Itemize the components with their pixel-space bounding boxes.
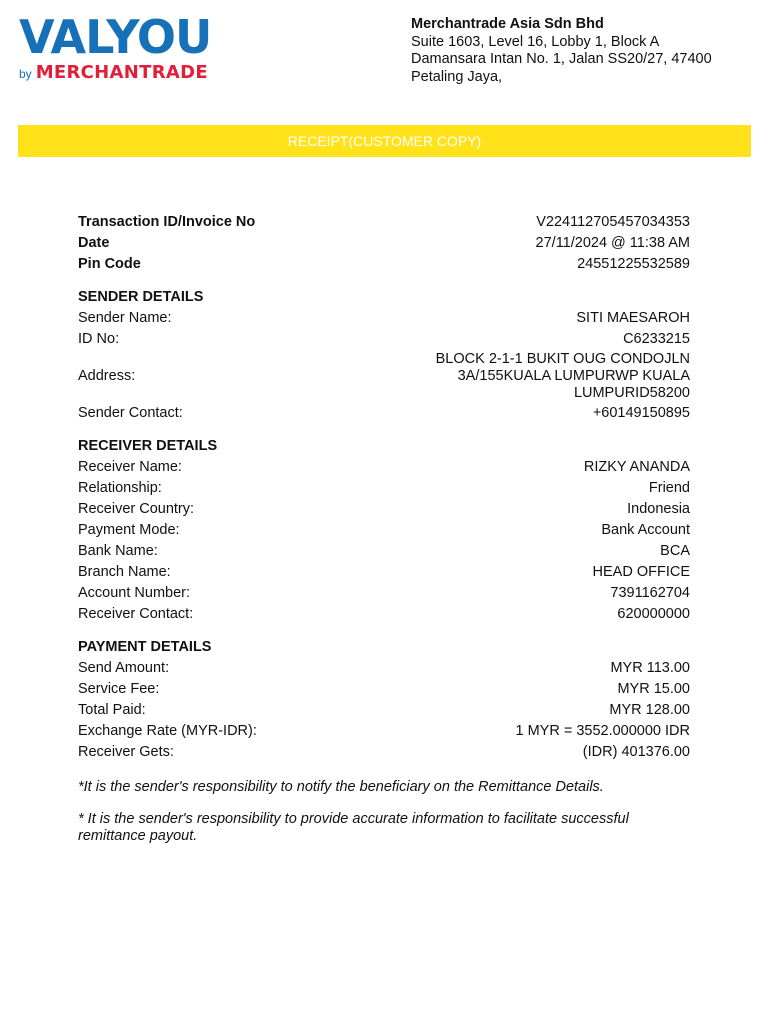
logo-by: by: [19, 67, 32, 81]
row-label: Send Amount:: [78, 660, 170, 676]
receiver-row: [78, 604, 690, 625]
row-label: Payment Mode:: [78, 522, 180, 538]
logo-wordmark: VALYOU: [19, 10, 212, 64]
row-label: ID No:: [78, 331, 120, 347]
section-title: PAYMENT DETAILS: [78, 639, 212, 655]
row-value: SITI MAESAROH: [576, 310, 690, 326]
row-label: Relationship:: [78, 480, 162, 496]
row-value: 7391162704: [610, 585, 690, 601]
sender-id-row: [78, 329, 690, 350]
company-name: Merchantrade Asia Sdn Bhd: [411, 16, 604, 32]
section-title: SENDER DETAILS: [78, 289, 204, 305]
row-value: V224112705457034353: [536, 214, 690, 230]
row-value: Bank Account: [601, 522, 690, 538]
receiver-row: [78, 520, 690, 541]
date-row: [78, 233, 690, 254]
receiver-row: [78, 562, 690, 583]
disclaimer-note: *It is the sender's responsibility to notify the beneficiary on the Remittance Details.: [78, 779, 604, 795]
row-label: Transaction ID/Invoice No: [78, 214, 256, 230]
payment-row: [78, 700, 690, 721]
sender-name-row: [78, 308, 690, 329]
company-address-line: Suite 1603, Level 16, Lobby 1, Block A: [411, 33, 660, 50]
row-value: MYR 15.00: [617, 681, 690, 697]
row-value: BLOCK 2-1-1 BUKIT OUG CONDOJLN 3A/155KUALA LUMPURWP KUALA LUMPURID58200: [435, 351, 690, 401]
row-value: 620000000: [617, 606, 690, 622]
row-label: Bank Name:: [78, 543, 158, 559]
receipt-content: [78, 212, 690, 860]
pin-code-row: [78, 254, 690, 275]
company-block: [411, 16, 751, 86]
section-title: RECEIVER DETAILS: [78, 438, 218, 454]
company-address-line: Damansara Intan No. 1, Jalan SS20/27, 47400: [411, 51, 712, 67]
row-label: Receiver Country:: [78, 501, 195, 517]
sender-address-row: [78, 350, 690, 403]
disclaimer-notes: [78, 779, 690, 845]
row-value: RIZKY ANANDA: [583, 459, 690, 475]
valyou-logo: [19, 10, 239, 84]
sender-contact-row: [78, 403, 690, 424]
logo-merchantrade: MERCHANTRADE: [35, 62, 208, 83]
row-value: 27/11/2024 @ 11:38 AM: [535, 235, 690, 251]
transaction-section: [78, 212, 690, 275]
receiver-row: [78, 499, 690, 520]
transaction-id-row: [78, 212, 690, 233]
receipt-banner: RECEIPT(CUSTOMER COPY): [18, 125, 751, 157]
receiver-row: [78, 457, 690, 478]
payment-section: [78, 637, 690, 763]
row-label: Exchange Rate (MYR-IDR):: [78, 723, 257, 739]
row-label: Address:: [78, 368, 136, 384]
row-value: HEAD OFFICE: [592, 564, 690, 580]
row-value: MYR 128.00: [609, 702, 690, 718]
row-label: Branch Name:: [78, 564, 171, 580]
row-value: C6233215: [623, 331, 690, 347]
row-label: Date: [78, 235, 110, 251]
row-label: Receiver Name:: [78, 459, 182, 475]
row-value: MYR 113.00: [610, 660, 690, 676]
disclaimer-note: * It is the sender's responsibility to provide accurate information to facilitate successful remittance payout.: [78, 811, 629, 844]
row-value: 1 MYR = 3552.000000 IDR: [515, 723, 690, 739]
row-label: Account Number:: [78, 585, 191, 601]
logo-subline: [19, 62, 239, 83]
payment-row: [78, 742, 690, 763]
receiver-section: [78, 436, 690, 625]
receiver-row: [78, 583, 690, 604]
row-label: Total Paid:: [78, 702, 146, 718]
row-label: Sender Contact:: [78, 405, 183, 421]
row-label: Receiver Contact:: [78, 606, 194, 622]
row-label: Pin Code: [78, 256, 141, 272]
row-label: Receiver Gets:: [78, 744, 174, 760]
payment-row: [78, 658, 690, 679]
receiver-row: [78, 541, 690, 562]
row-value: 24551225532589: [577, 256, 690, 272]
row-value: Friend: [648, 480, 690, 496]
row-label: Service Fee:: [78, 681, 160, 697]
row-value: BCA: [660, 543, 690, 559]
row-label: Sender Name:: [78, 310, 172, 326]
sender-section: [78, 287, 690, 424]
row-value: (IDR) 401376.00: [582, 744, 690, 760]
row-value: +60149150895: [592, 405, 690, 421]
payment-row: [78, 679, 690, 700]
company-address-line: Petaling Jaya,: [411, 68, 503, 85]
row-value: Indonesia: [627, 501, 690, 517]
receiver-row: [78, 478, 690, 499]
payment-row: [78, 721, 690, 742]
